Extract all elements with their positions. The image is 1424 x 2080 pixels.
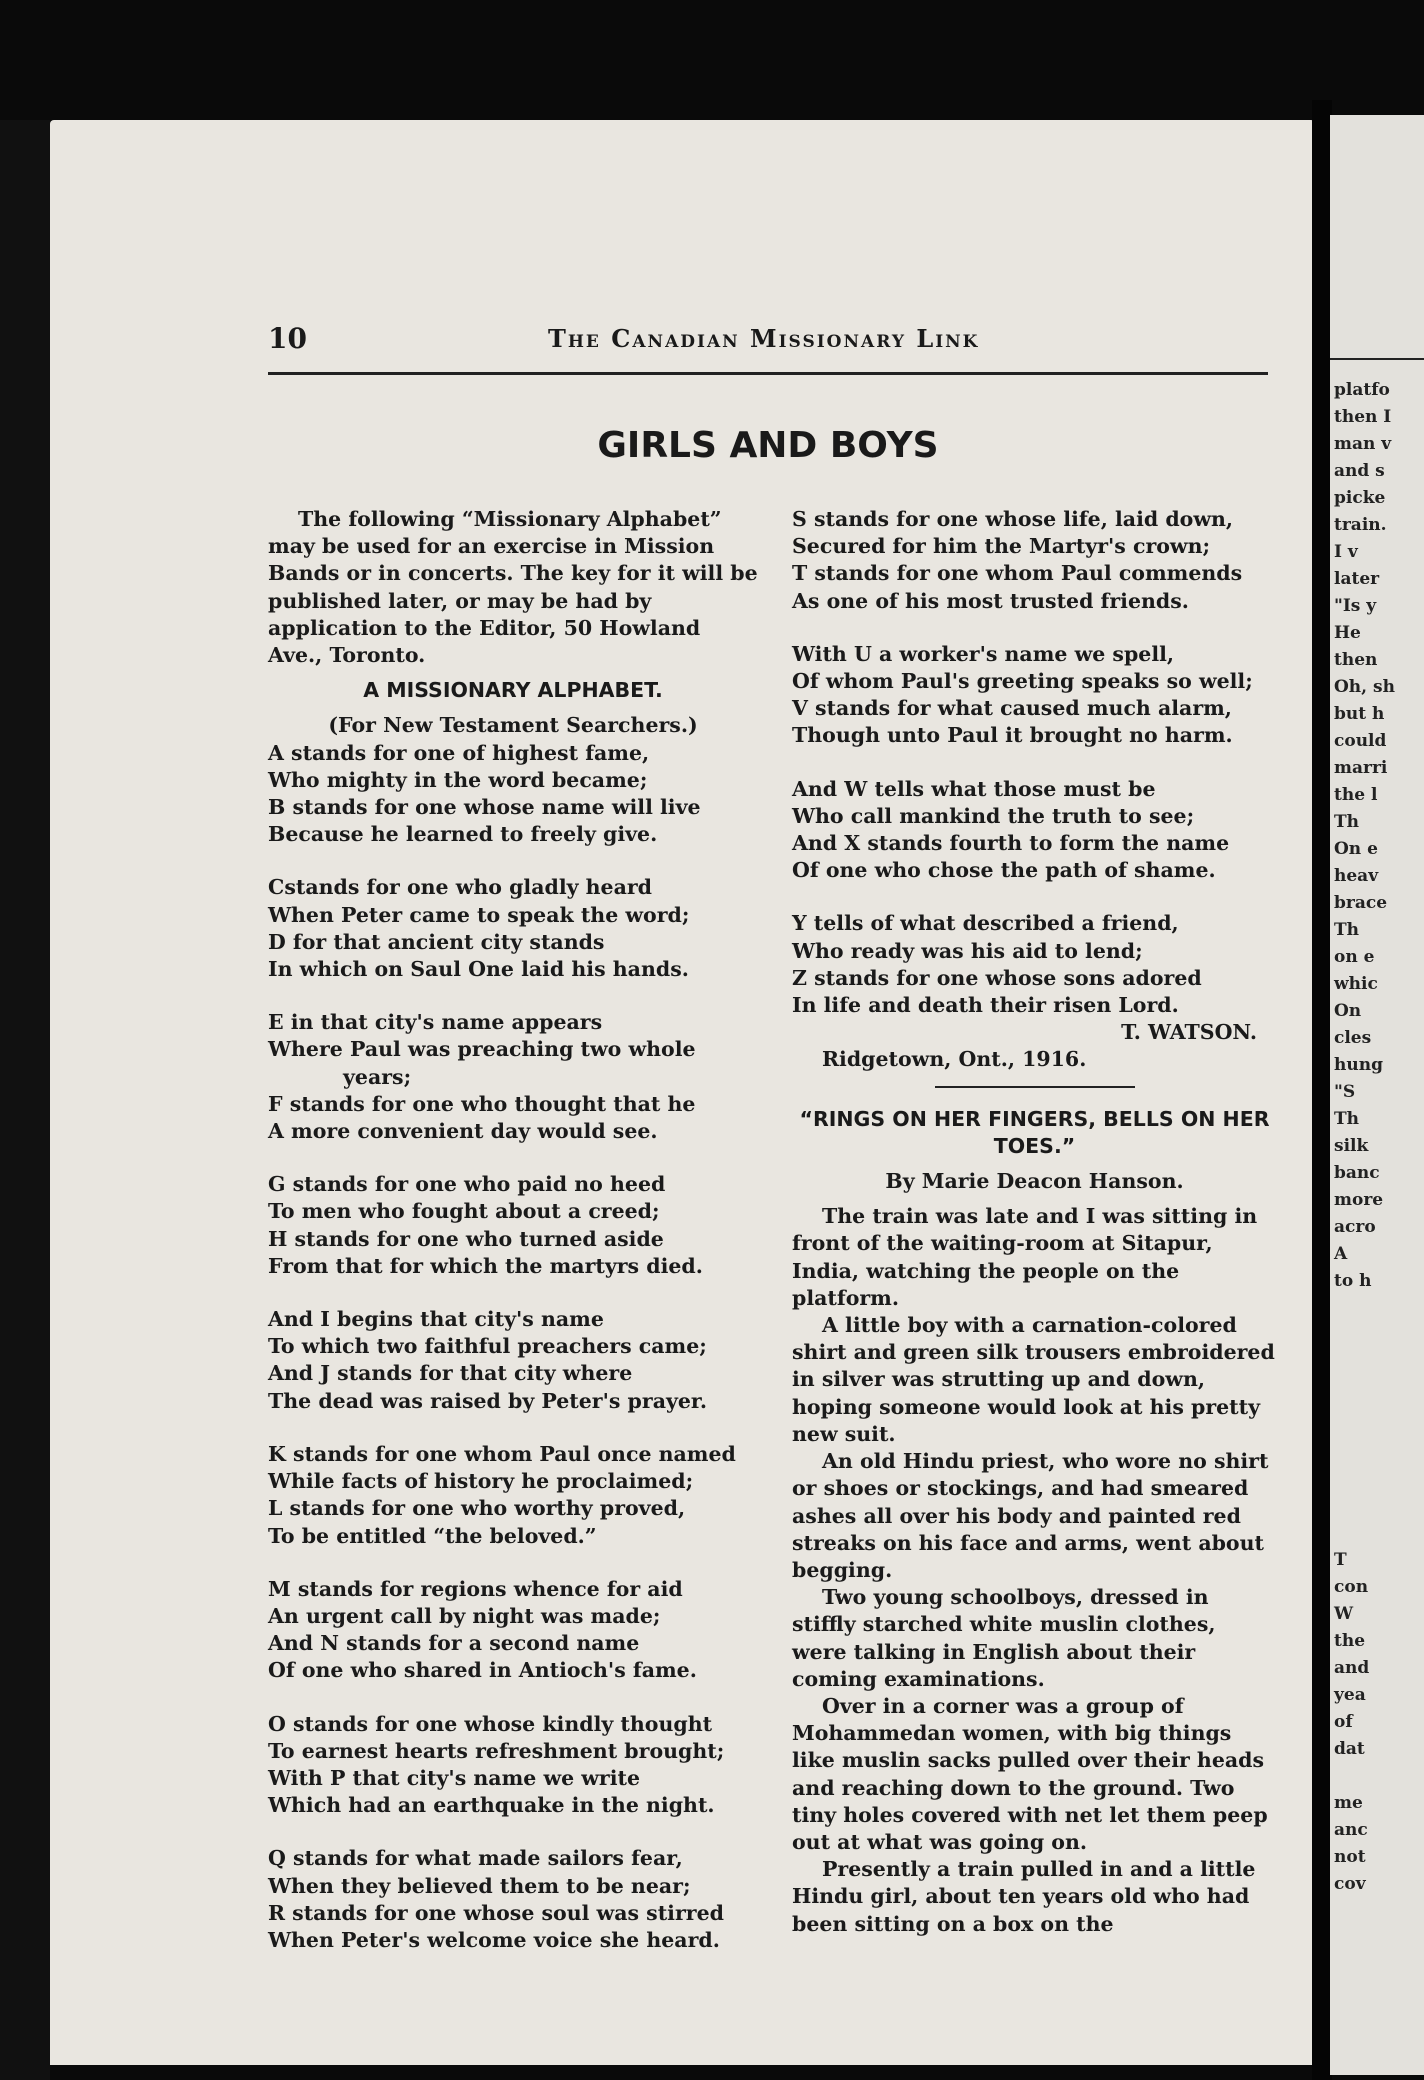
adjacent-page-line: more — [1334, 1190, 1384, 1210]
stanza — [268, 874, 758, 983]
poem-line: To men who fought about a creed; — [268, 1199, 660, 1224]
section-divider — [935, 1086, 1135, 1088]
adjacent-page-line: Th — [1334, 1109, 1360, 1129]
story-paragraph: Presently a train pulled in and a little Hindu girl, about ten years old who had been sitting on a box on the — [792, 1857, 1256, 1936]
poem-line: The dead was raised by Peter's prayer. — [268, 1388, 707, 1413]
poem-line: Of one who chose the path of shame. — [792, 858, 1216, 883]
adjacent-page-line: of — [1334, 1712, 1353, 1732]
poem-line: A more convenient day would see. — [268, 1119, 658, 1144]
stanza — [792, 910, 1277, 1019]
adjacent-page-line: whic — [1334, 974, 1378, 994]
adjacent-page-line: acro — [1334, 1217, 1376, 1237]
adjacent-page-line: W — [1334, 1604, 1354, 1624]
page-header — [268, 322, 1278, 362]
poem-line: And N stands for a second name — [268, 1631, 640, 1656]
header-rule — [268, 372, 1268, 375]
poem-line: As one of his most trusted friends. — [792, 588, 1189, 613]
stanza — [792, 776, 1277, 885]
poem-line: Z stands for one whose sons adored — [792, 965, 1202, 990]
stanza — [268, 1576, 758, 1685]
poem-subtitle: (For New Testament Searchers.) — [328, 713, 698, 738]
stanza — [792, 641, 1277, 750]
book-spine — [0, 120, 50, 2080]
adjacent-page-line: Th — [1334, 812, 1360, 832]
poem-author: T. WATSON. — [1121, 1020, 1257, 1045]
adjacent-page-line: on e — [1334, 947, 1375, 967]
adjacent-page — [1330, 115, 1424, 2075]
adjacent-page-line: con — [1334, 1577, 1369, 1597]
poem-line: And J stands for that city where — [268, 1361, 633, 1386]
poem-line: Of one who shared in Antioch's fame. — [268, 1658, 697, 1683]
poem-line: And X stands fourth to form the name — [792, 831, 1230, 856]
page-gutter — [1312, 100, 1332, 2080]
poem-line: V stands for what caused much alarm, — [792, 696, 1232, 721]
adjacent-page-line: brace — [1334, 893, 1388, 913]
poem-line: Q stands for what made sailors fear, — [268, 1846, 683, 1871]
stanza — [268, 1171, 758, 1280]
poem-line: While facts of history he proclaimed; — [268, 1469, 694, 1494]
poem-line: Y tells of what described a friend, — [792, 911, 1179, 936]
adjacent-page-text — [1334, 377, 1395, 1295]
article-title: GIRLS AND BOYS — [597, 425, 939, 466]
adjacent-page-line: then — [1334, 650, 1378, 670]
adjacent-page-line: could — [1334, 731, 1387, 751]
right-column — [792, 506, 1277, 1938]
adjacent-page-rule — [1330, 358, 1424, 360]
adjacent-page-line: then I — [1334, 407, 1392, 427]
poem-line: In life and death their risen Lord. — [792, 993, 1179, 1018]
adjacent-page-line: man v — [1334, 434, 1392, 454]
left-column — [268, 506, 758, 1954]
adjacent-page-line: cov — [1334, 1874, 1366, 1894]
poem-line: F stands for one who thought that he — [268, 1091, 696, 1116]
poem-line: To which two faithful preachers came; — [268, 1334, 707, 1359]
adjacent-page-line: train. — [1334, 515, 1387, 535]
adjacent-page-line: dat — [1334, 1739, 1365, 1759]
adjacent-page-line — [1334, 1763, 1369, 1790]
stanza — [268, 1845, 758, 1954]
poem-line: A stands for one of highest fame, — [268, 740, 650, 765]
adjacent-page-line: On e — [1334, 839, 1378, 859]
poem-line: To be entitled “the beloved.” — [268, 1523, 597, 1548]
intro-paragraph: The following “Missionary Alphabet” may be used for an exercise in Mission Bands or in concerts. The key for it will be published later, or may be had by application to the Editor, 50 Howland Ave., Toronto. — [268, 507, 758, 668]
adjacent-page-line: me — [1334, 1793, 1363, 1813]
poem-line: Who ready was his aid to lend; — [792, 938, 1143, 963]
adjacent-page-line: not — [1334, 1847, 1366, 1867]
poem-line: And I begins that city's name — [268, 1307, 604, 1332]
adjacent-page-line: silk — [1334, 1136, 1369, 1156]
page-number: 10 — [268, 322, 307, 355]
adjacent-page-line: He — [1334, 623, 1361, 643]
poem-line: With U a worker's name we spell, — [792, 641, 1175, 666]
adjacent-page-line: cles — [1334, 1028, 1372, 1048]
poem-line: When they believed them to be near; — [268, 1873, 691, 1898]
story-paragraph: A little boy with a carnation-colored shirt and green silk trousers embroidered in silver was strutting up and down, hoping someone would look at his pretty new suit. — [792, 1313, 1275, 1446]
poem-line: With P that city's name we write — [268, 1765, 641, 1790]
poem-line: When Peter's welcome voice she heard. — [268, 1927, 720, 1952]
adjacent-page-line: "S — [1334, 1082, 1356, 1102]
story-title: “RINGS ON HER FINGERS, BELLS ON HER TOES.” — [799, 1106, 1270, 1158]
poem-line: M stands for regions whence for aid — [268, 1576, 683, 1601]
running-head: The Canadian Missionary Link — [548, 324, 980, 353]
poem-line: Who call mankind the truth to see; — [792, 803, 1195, 828]
adjacent-page-line: Oh, sh — [1334, 677, 1395, 697]
poem-line: Though unto Paul it brought no harm. — [792, 723, 1233, 748]
poem-line: R stands for one whose soul was stirred — [268, 1900, 724, 1925]
poem-line: D for that ancient city stands — [268, 929, 605, 954]
adjacent-page-line: and s — [1334, 461, 1385, 481]
poem-place-date: Ridgetown, Ont., 1916. — [822, 1047, 1087, 1072]
story-paragraph: An old Hindu priest, who wore no shirt or shoes or stockings, and had smeared ashes all over his body and painted red streaks on his face and arms, went about begging. — [792, 1449, 1269, 1582]
poem-line: H stands for one who turned aside — [268, 1226, 664, 1251]
stanza — [268, 1009, 758, 1145]
adjacent-page-line: anc — [1334, 1820, 1368, 1840]
stanza — [268, 740, 758, 849]
story-paragraph: The train was late and I was sitting in front of the waiting-room at Sitapur, India, watching the people on the platform. — [792, 1204, 1258, 1310]
poem-line: Which had an earthquake in the night. — [268, 1793, 715, 1818]
stanza — [792, 506, 1277, 615]
poem-line: G stands for one who paid no heed — [268, 1172, 666, 1197]
adjacent-page-line: I v — [1334, 542, 1358, 562]
adjacent-page-line: Th — [1334, 920, 1360, 940]
adjacent-page-line: heav — [1334, 866, 1379, 886]
poem-line: O stands for one whose kindly thought — [268, 1711, 713, 1736]
adjacent-page-line: but h — [1334, 704, 1385, 724]
adjacent-page-line: picke — [1334, 488, 1386, 508]
adjacent-page-line: platfo — [1334, 380, 1390, 400]
adjacent-page-line: banc — [1334, 1163, 1380, 1183]
poem-line: E in that city's name appears — [268, 1010, 603, 1035]
poem-line: And W tells what those must be — [792, 776, 1156, 801]
adjacent-page-line: A — [1334, 1244, 1348, 1264]
poem-line: Because he learned to freely give. — [268, 822, 658, 847]
poem-line: From that for which the martyrs died. — [268, 1253, 703, 1278]
poem-line: Who mighty in the word became; — [268, 767, 648, 792]
poem-line: B stands for one whose name will live — [268, 795, 701, 820]
poem-line: S stands for one whose life, laid down, — [792, 507, 1234, 531]
stanza — [268, 1441, 758, 1550]
poem-line: years; — [343, 1064, 412, 1089]
poem-line: Where Paul was preaching two whole — [268, 1037, 696, 1062]
adjacent-page-line: the l — [1334, 785, 1378, 805]
story-byline: By Marie Deacon Hanson. — [885, 1169, 1184, 1194]
stanza — [268, 1711, 758, 1820]
poem-title: A MISSIONARY ALPHABET. — [363, 678, 663, 703]
adjacent-page-text-lower — [1334, 1547, 1369, 1898]
poem-line: L stands for one who worthy proved, — [268, 1496, 686, 1521]
adjacent-page-line: later — [1334, 569, 1380, 589]
adjacent-page-line: T — [1334, 1550, 1347, 1570]
poem-line: K stands for one whom Paul once named — [268, 1441, 736, 1466]
adjacent-page-line: yea — [1334, 1685, 1366, 1705]
poem-line: Cstands for one who gladly heard — [268, 875, 653, 900]
poem-line: Secured for him the Martyr's crown; — [792, 534, 1211, 559]
adjacent-page-line: the — [1334, 1631, 1366, 1651]
poem-line: When Peter came to speak the word; — [268, 902, 690, 927]
poem-line: To earnest hearts refreshment brought; — [268, 1738, 725, 1763]
adjacent-page-line: marri — [1334, 758, 1388, 778]
poem-line: An urgent call by night was made; — [268, 1603, 661, 1628]
story-paragraph: Over in a corner was a group of Mohammedan women, with big things like muslin sacks pulled over their heads and reaching down to the ground. Two tiny holes covered with net let them peep out at what was going on. — [792, 1693, 1268, 1854]
story-paragraph: Two young schoolboys, dressed in stiffly starched white muslin clothes, were talking in English about their coming examinations. — [792, 1585, 1216, 1691]
adjacent-page-line: hung — [1334, 1055, 1383, 1075]
adjacent-page-line: to h — [1334, 1271, 1372, 1291]
stanza — [268, 1306, 758, 1415]
poem-line: T stands for one whom Paul commends — [792, 561, 1243, 586]
adjacent-page-line: "Is y — [1334, 596, 1377, 616]
poem-line: In which on Saul One laid his hands. — [268, 957, 689, 982]
adjacent-page-line: and — [1334, 1658, 1370, 1678]
adjacent-page-line: On — [1334, 1001, 1362, 1021]
poem-line: Of whom Paul's greeting speaks so well; — [792, 669, 1253, 694]
